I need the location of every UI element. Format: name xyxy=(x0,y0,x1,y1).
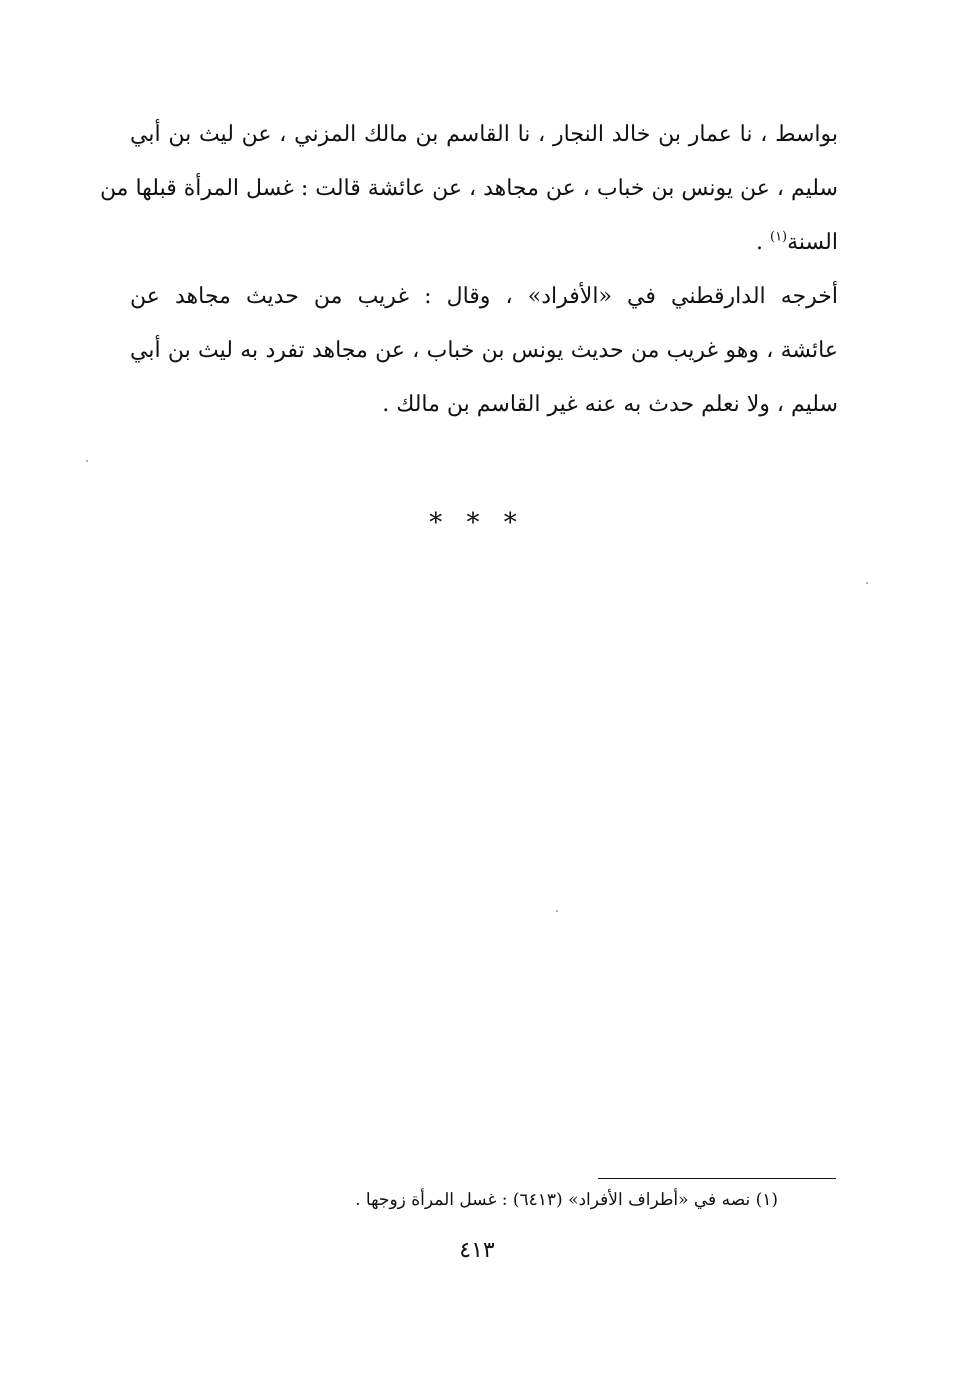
scan-speck xyxy=(556,910,558,912)
scan-speck xyxy=(866,582,868,584)
scan-speck xyxy=(86,460,88,462)
paragraph-1 xyxy=(99,108,838,270)
paragraph-1-line-2: سليم ، عن يونس بن خباب ، عن مجاهد ، عن عائشة قالت : غسل المرأة قبلها من xyxy=(99,176,838,201)
paragraph-1-line-3 xyxy=(130,216,838,270)
footnote-1: (١) نصه في «أطراف الأفراد» (٦٤١٣) : غسل المرأة زوجها . xyxy=(355,1190,778,1210)
paragraph-2-line-1: أخرجه الدارقطني في «الأفراد» ، وقال : غريب من حديث مجاهد عن xyxy=(130,284,838,309)
paragraph-2-line-3: سليم ، ولا نعلم حدث به عنه غير القاسم بن مالك . xyxy=(382,392,838,417)
paragraph-1-line-1: بواسط ، نا عمار بن خالد النجار ، نا القاسم بن مالك المزني ، عن ليث بن أبي xyxy=(130,122,838,147)
paragraph-1-line-3-text: السنة xyxy=(787,230,838,255)
section-separator: * * * xyxy=(429,508,525,538)
paragraph-1-line-3-end: . xyxy=(755,230,770,255)
page-number: ٤١٣ xyxy=(459,1238,495,1263)
footnote-reference-marker: (١) xyxy=(769,229,788,245)
paragraph-2-line-2: عائشة ، وهو غريب من حديث يونس بن خباب ، عن مجاهد تفرد به ليث بن أبي xyxy=(130,338,838,363)
paragraph-2 xyxy=(130,270,838,432)
footnote-divider xyxy=(598,1178,836,1179)
